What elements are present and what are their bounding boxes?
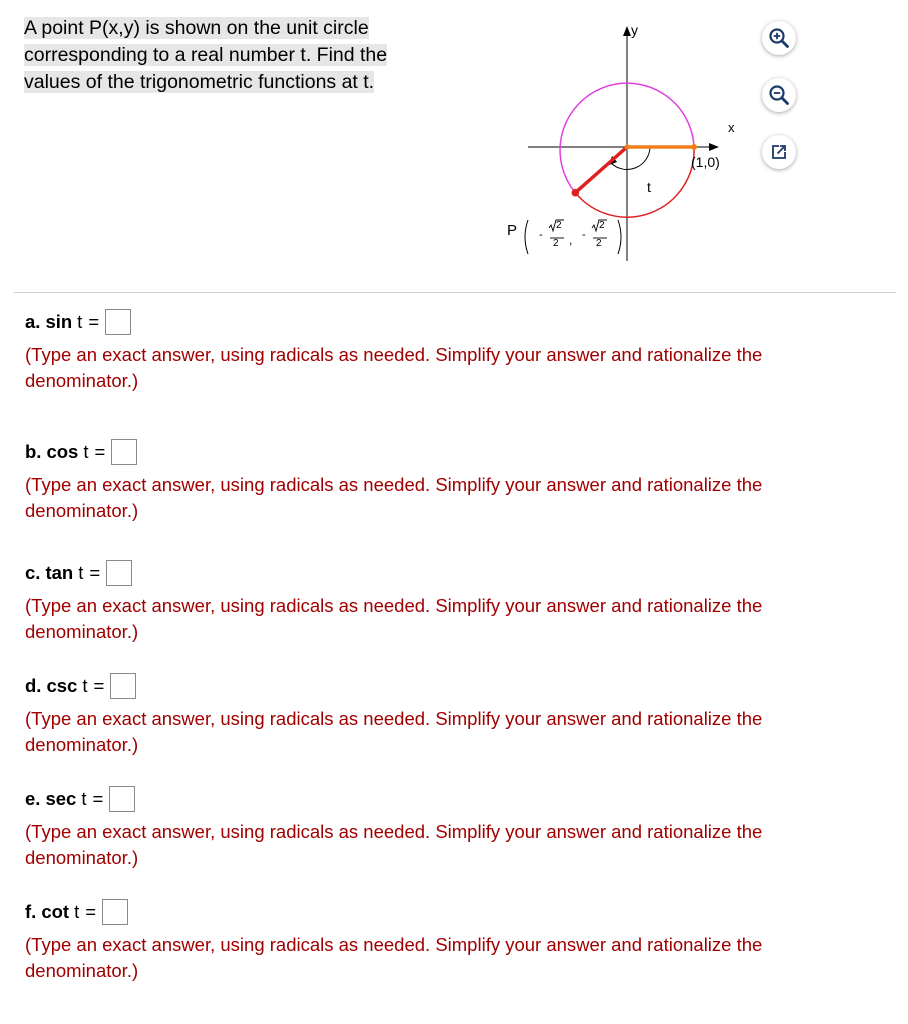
cot-answer-input[interactable] bbox=[102, 899, 128, 925]
question-letter: d. bbox=[25, 675, 42, 696]
csc-answer-input[interactable] bbox=[110, 673, 136, 699]
p-left-paren bbox=[525, 220, 528, 254]
point-1-0-label: (1,0) bbox=[691, 154, 720, 170]
variable: t bbox=[83, 441, 89, 462]
answer-hint: (Type an exact answer, using radicals as needed. Simplify your answer and rationalize the denominator.) bbox=[25, 474, 763, 521]
function-name: cot bbox=[41, 901, 70, 922]
y-coord-denominator: 2 bbox=[596, 238, 602, 249]
variable: t bbox=[81, 788, 87, 809]
question-cos bbox=[25, 436, 875, 524]
question-cot bbox=[25, 896, 875, 984]
radius-to-p bbox=[575, 147, 627, 193]
point-p-label: P bbox=[507, 222, 518, 239]
function-name: sin bbox=[45, 311, 73, 332]
answer-hint: (Type an exact answer, using radicals as needed. Simplify your answer and rationalize the denominator.) bbox=[25, 821, 763, 868]
variable: t bbox=[77, 311, 83, 332]
function-name: sec bbox=[45, 788, 77, 809]
problem-prompt bbox=[24, 15, 444, 96]
angle-t-label: t bbox=[647, 179, 651, 195]
function-name: csc bbox=[46, 675, 78, 696]
question-sec bbox=[25, 783, 875, 871]
x-coord-numerator: 2 bbox=[556, 220, 562, 231]
function-name: tan bbox=[45, 562, 74, 583]
equals-sign: = bbox=[94, 441, 106, 462]
prompt-line-1: A point P(x,y) is shown on the unit circle bbox=[24, 17, 369, 39]
equals-sign: = bbox=[89, 562, 101, 583]
answer-hint: (Type an exact answer, using radicals as needed. Simplify your answer and rationalize the denominator.) bbox=[25, 708, 763, 755]
sec-answer-input[interactable] bbox=[109, 786, 135, 812]
prompt-line-2: corresponding to a real number t. Find the bbox=[24, 44, 388, 66]
function-name: cos bbox=[46, 441, 79, 462]
variable: t bbox=[78, 562, 84, 583]
answer-hint: (Type an exact answer, using radicals as needed. Simplify your answer and rationalize the denominator.) bbox=[25, 595, 763, 642]
p-right-paren bbox=[618, 220, 621, 254]
zoom-out-icon bbox=[768, 84, 790, 106]
y-axis-arrow bbox=[623, 26, 631, 36]
zoom-out-button[interactable] bbox=[762, 78, 796, 112]
equals-sign: = bbox=[85, 901, 97, 922]
y-axis-label: y bbox=[631, 22, 638, 38]
zoom-in-button[interactable] bbox=[762, 21, 796, 55]
question-sin bbox=[25, 306, 875, 394]
x-coord-sign: - bbox=[539, 229, 543, 241]
variable: t bbox=[74, 901, 80, 922]
equals-sign: = bbox=[88, 311, 100, 332]
question-tan bbox=[25, 557, 875, 645]
equals-sign: = bbox=[92, 788, 104, 809]
coord-comma: , bbox=[569, 233, 573, 247]
sin-answer-input[interactable] bbox=[105, 309, 131, 335]
unit-circle-arc-red bbox=[575, 147, 694, 217]
question-csc bbox=[25, 670, 875, 758]
answer-hint: (Type an exact answer, using radicals as needed. Simplify your answer and rationalize the denominator.) bbox=[25, 934, 763, 981]
x-coord-denominator: 2 bbox=[553, 238, 559, 249]
y-coord-sign: - bbox=[582, 229, 586, 241]
question-letter: a. bbox=[25, 311, 41, 332]
zoom-in-icon bbox=[768, 27, 790, 49]
answer-hint: (Type an exact answer, using radicals as needed. Simplify your answer and rationalize the denominator.) bbox=[25, 344, 763, 391]
cos-answer-input[interactable] bbox=[111, 439, 137, 465]
question-letter: c. bbox=[25, 562, 41, 583]
equals-sign: = bbox=[93, 675, 105, 696]
question-letter: b. bbox=[25, 441, 42, 462]
question-letter: f. bbox=[25, 901, 37, 922]
popout-button[interactable] bbox=[762, 135, 796, 169]
section-divider bbox=[14, 292, 896, 293]
popout-icon bbox=[769, 142, 789, 162]
question-letter: e. bbox=[25, 788, 41, 809]
variable: t bbox=[82, 675, 88, 696]
x-axis-arrow bbox=[709, 143, 719, 151]
tan-answer-input[interactable] bbox=[106, 560, 132, 586]
point-p-dot bbox=[572, 189, 580, 197]
x-axis-label: x bbox=[728, 120, 735, 135]
prompt-line-3: values of the trigonometric functions at t. bbox=[24, 71, 375, 93]
point-1-0-dot bbox=[691, 144, 697, 150]
origin-dot bbox=[625, 145, 630, 150]
y-coord-numerator: 2 bbox=[599, 220, 605, 231]
